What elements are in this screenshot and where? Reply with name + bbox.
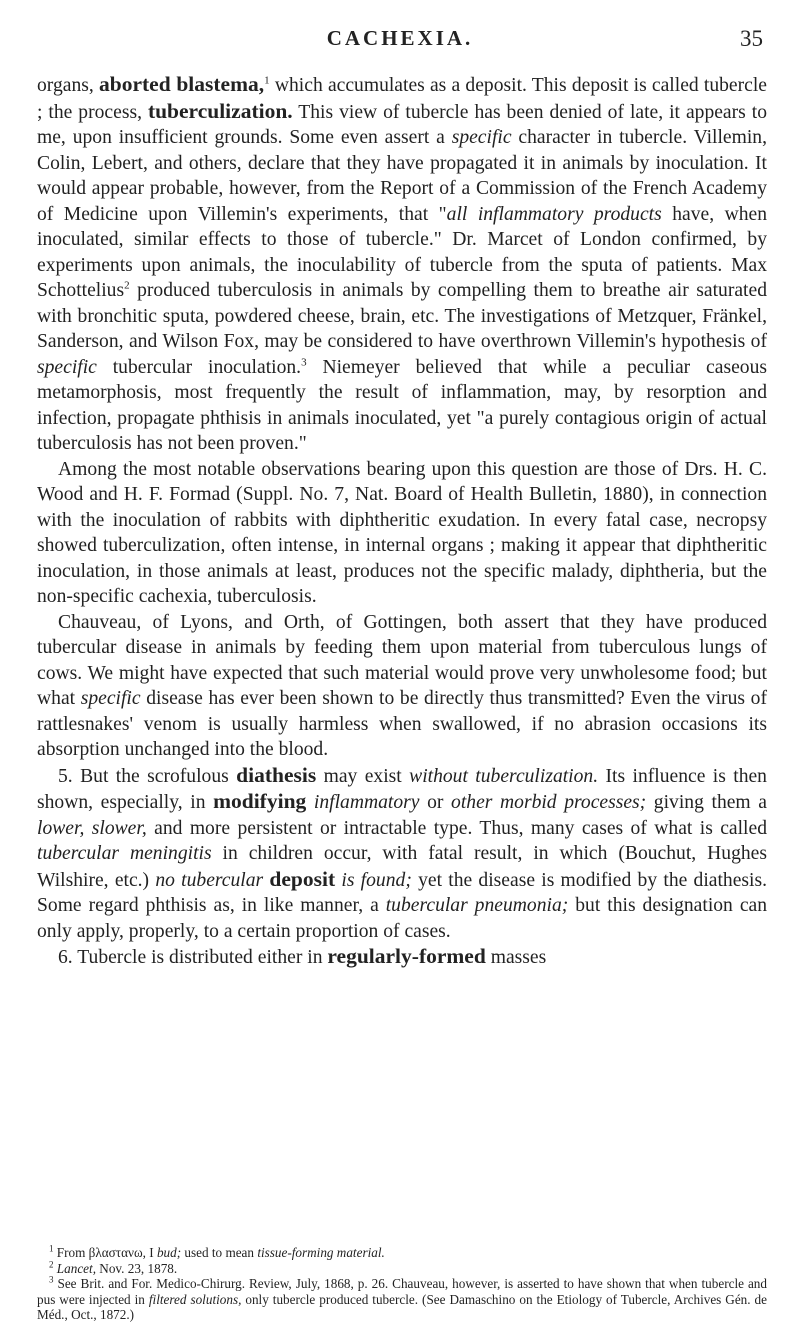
emphasis-italic: specific	[80, 688, 141, 709]
text-run: but this designation can only apply, properly, to a certain proportion of cases.	[37, 895, 768, 942]
text-run: only tubercle produced tubercle. (See Damaschino on the Etiology of Tubercle, Archives Gén. de Méd., Oct., 1872.)	[37, 1291, 767, 1322]
footnote-mark: 2	[49, 1259, 54, 1270]
text-run: may exist	[316, 765, 410, 787]
text-run: in children occur, with fatal result, in which (Bouchut, Hughes Wilshire, etc.)	[37, 843, 767, 891]
text-run: 6. Tubercle is distributed either in	[58, 947, 328, 968]
footnote-1	[37, 1245, 767, 1261]
emphasis-italic: Lancet,	[53, 1260, 96, 1276]
text-run: have, when inoculated, similar effects to those of tubercle." Dr. Marcet of London confirmed, by experiments upon animals, the inoculability of tubercle from the sputa of patients. Max Schottelius	[37, 203, 768, 301]
paragraph-observations: Among the most notable observations bearing upon this question are those of Drs. H. C. Wood and H. F. Formad (Suppl. No. 7, Nat. Board of Health Bulletin, 1880), in connection with the inoculation of rabbits with diphtheritic exudation. In every fatal case, necropsy showed tuberculization, often intense, in internal organs ; making it appear that diphtheritic inoculation, in those animals at least, produces not the specific malady, diphtheria, but the non-specific cachexia, tuberculosis.	[37, 458, 767, 607]
footnote-2	[37, 1261, 767, 1277]
emphasis-bold: modifying	[213, 789, 307, 813]
emphasis-italic: other morbid processes;	[451, 792, 647, 813]
emphasis-italic: tubercular meningitis	[37, 843, 212, 864]
emphasis-bold: regularly-formed	[327, 944, 486, 968]
text-run: yet the disease is modified by the diathesis. Some regard phthisis as, in like manner, a	[37, 869, 768, 916]
emphasis-italic: bud;	[156, 1245, 182, 1260]
paragraph-blastema	[37, 72, 767, 457]
emphasis-italic: filtered solutions,	[148, 1291, 242, 1307]
emphasis-bold: aborted blastema,	[99, 72, 265, 96]
text-run: masses	[485, 947, 547, 968]
footnote-mark: 3	[49, 1274, 54, 1285]
text-run: Its influence is then shown, especially, in	[37, 765, 767, 813]
text-run: 5. But the scrofulous	[58, 765, 237, 787]
emphasis-bold: diathesis	[236, 762, 317, 787]
emphasis-italic: without tuberculization.	[409, 765, 599, 787]
text-run: which accumulates as a deposit. This deposit is called tubercle ; the process,	[37, 75, 767, 123]
emphasis-italic: all inflammatory products	[446, 203, 662, 225]
text-run: and more persistent or intractable type. Thus, many cases of what is called	[146, 817, 767, 839]
text-run: Niemeyer believed that while a peculiar caseous metamorphosis, most frequently the result of inflammation, may, by resorption and infection, propagate phthisis in animals inoculated, yet "a purely contagious origin of actual tuberculosis has not been proven."	[37, 356, 767, 454]
body-text	[37, 72, 767, 971]
text-run: This view of tubercle has been denied of late, it appears to me, upon insufficient grounds. Some even assert a	[37, 101, 767, 148]
paragraph-chauveau	[37, 610, 767, 763]
paragraph-diathesis	[37, 763, 767, 945]
footnote-ref-3: 3	[301, 355, 307, 368]
paragraph-distribution	[37, 944, 767, 971]
text-run	[306, 792, 314, 813]
text-run: giving them a	[646, 792, 767, 813]
text-run: organs,	[37, 75, 99, 96]
text-run: tubercular inoculation.	[96, 356, 302, 378]
text-run: used to mean	[181, 1245, 258, 1260]
footnote-ref-2: 2	[124, 279, 130, 292]
page-number: 35	[740, 26, 763, 51]
footnote-ref-1: 1	[264, 74, 270, 87]
footnote-mark: 1	[49, 1243, 54, 1254]
emphasis-bold: tuberculization.	[147, 98, 293, 123]
text-run: or	[419, 792, 452, 813]
text-run: Chauveau, of Lyons, and Orth, of Gottingen, both assert that they have produced tubercular disease in animals by feeding them upon material from tuberculous lungs of cows. We might have expected that such material would prove very unwholesome food; but what	[37, 611, 767, 709]
text-run: From βλαστανω, I	[53, 1245, 157, 1260]
emphasis-italic: specific	[451, 127, 512, 148]
footnotes	[37, 1245, 767, 1323]
text-run: produced tuberculosis in animals by compelling them to breathe air saturated with bronchitic sputa, powdered cheese, brain, etc. The investigations of Metzquer, Fränkel, Sanderson, and Wilson Fox, may be considered to have overthrown Villemin's hypothesis of	[37, 280, 767, 352]
running-title: CACHEXIA.	[326, 26, 474, 50]
text-run: See Brit. and For. Medico-Chirurg. Review, July, 1868, p. 26. Chauveau, however, is asserted to have shown that when tubercle and pus were injected in	[37, 1276, 767, 1307]
emphasis-italic: inflammatory	[313, 792, 420, 813]
emphasis-italic: is found;	[341, 869, 412, 891]
text-run: disease has ever been shown to be directly thus transmitted? Even the virus of rattlesnakes' venom is usually harmless when swallowed, if no abrasion occasions its absorption unchanged into the blood.	[37, 688, 767, 760]
emphasis-italic: tubercular pneumonia;	[385, 895, 569, 916]
running-head	[0, 26, 800, 56]
text-run: character in tubercle. Villemin, Colin, Lebert, and others, declare that they have propagated it in animals by inoculation. It would appear probable, however, from the Report of a Commission of the French Academy of Medicine upon Villemin's experiments, that "	[37, 127, 767, 225]
emphasis-italic: specific	[37, 356, 97, 378]
text-run: Nov. 23, 1878.	[96, 1260, 178, 1276]
footnote-3	[37, 1276, 767, 1323]
emphasis-italic: lower, slower,	[37, 817, 147, 839]
emphasis-bold: deposit	[269, 866, 336, 891]
emphasis-italic: no tubercular	[155, 869, 264, 891]
emphasis-italic: tissue-forming material.	[257, 1245, 385, 1260]
